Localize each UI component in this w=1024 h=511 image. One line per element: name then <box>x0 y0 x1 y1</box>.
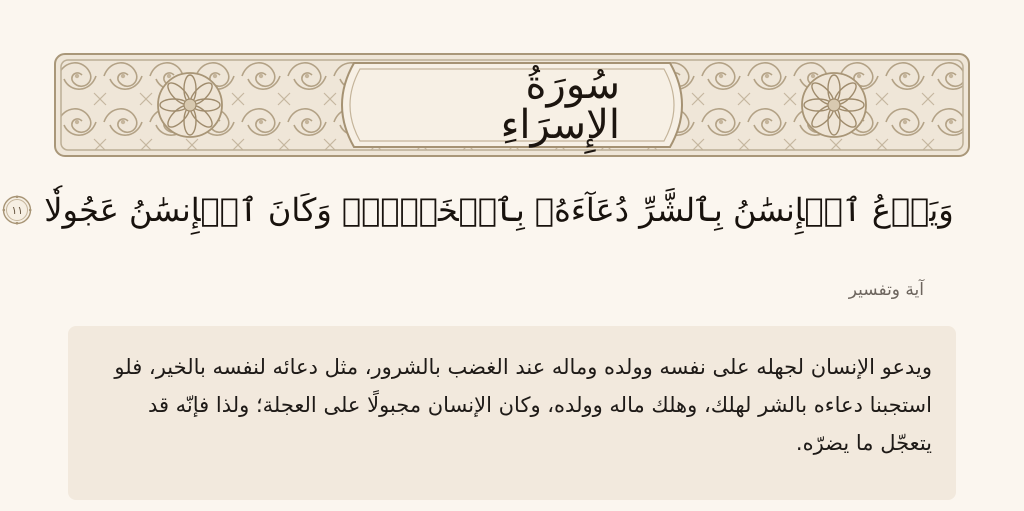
verse-row <box>11 178 954 242</box>
tafsir-card <box>68 326 956 500</box>
surah-title: سُورَةُ الإِسرَاءِ <box>500 62 620 148</box>
rosette-right <box>802 73 866 137</box>
rosette-left <box>158 73 222 137</box>
tafsir-section-label: آية وتفسير <box>848 280 924 300</box>
ayah-number: ١١ <box>11 203 24 217</box>
ayah-end-marker-icon <box>2 195 32 225</box>
surah-header-banner <box>54 53 970 157</box>
verse-text[interactable]: وَيَدۡعُ ٱلۡإِنسَٰنُ بِٱلشَّرِّ دُعَآءَهُۥ بِٱلۡخَيۡرِۖ وَكَانَ ٱلۡإِنسَٰنُ عَجُولٗا <box>44 190 954 229</box>
tafsir-text: ويدعو الإنسان لجهله على نفسه وولده وماله عند الغضب بالشرور، مثل دعائه لنفسه بالخير، فلو استجبنا دعاءه بالشر لهلك، وهلك ماله وولده، وكان الإنسان مجبولًا على العجلة؛ ولذا فإنّه قد يتعجّل ما يضرّه. <box>114 355 932 455</box>
